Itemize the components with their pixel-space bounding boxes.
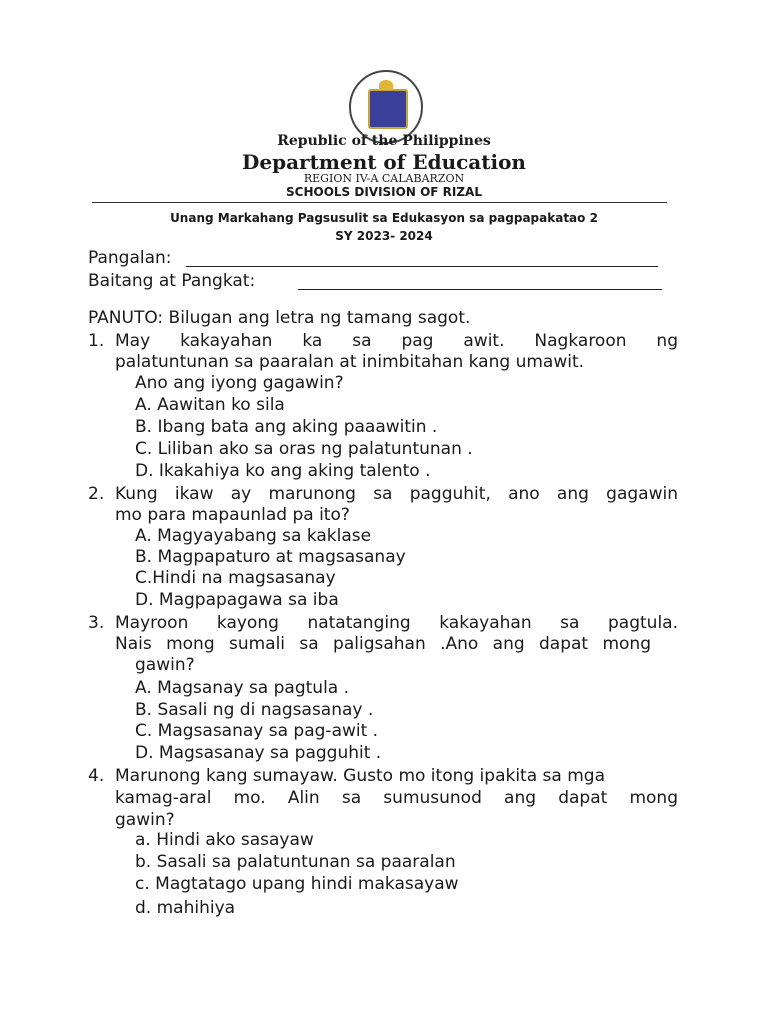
choice[interactable]: a. Hindi ako sasayaw xyxy=(135,830,314,850)
grade-section-field[interactable] xyxy=(298,289,662,290)
question-number: 3. xyxy=(88,613,105,633)
choice[interactable]: B. Ibang bata ang aking paaawitin . xyxy=(135,417,438,437)
choice[interactable]: B. Magpapaturo at magsasanay xyxy=(135,547,406,567)
choice[interactable]: D. Magsasanay sa pagguhit . xyxy=(135,743,382,763)
question-text: Ano ang iyong gagawin? xyxy=(135,373,344,393)
question-number: 2. xyxy=(88,484,105,504)
choice[interactable]: c. Magtatago upang hindi makasayaw xyxy=(135,874,459,894)
exam-title: Unang Markahang Pagsusulit sa Edukasyon sa pagpapakatao 2 xyxy=(170,211,598,225)
question-text: Nais mong sumali sa paligsahan .Ano ang dapat mong xyxy=(115,634,651,654)
question-text: gawin? xyxy=(135,655,195,675)
choice[interactable]: A. Magsanay sa pagtula . xyxy=(135,678,350,698)
choice[interactable]: C.Hindi na magsasanay xyxy=(135,568,336,588)
division-heading: SCHOOLS DIVISION OF RIZAL xyxy=(286,185,482,199)
choice[interactable]: A. Aawitan ko sila xyxy=(135,395,285,415)
name-field[interactable] xyxy=(186,266,658,267)
choice[interactable]: d. mahihiya xyxy=(135,898,236,918)
choice[interactable]: C. Liliban ako sa oras ng palatuntunan . xyxy=(135,439,473,459)
choice[interactable]: D. Ikakahiya ko ang aking talento . xyxy=(135,461,431,481)
choice[interactable]: B. Sasali ng di nagsasanay . xyxy=(135,700,374,720)
name-label: Pangalan: xyxy=(88,248,172,268)
grade-section-label: Baitang at Pangkat: xyxy=(88,271,256,291)
republic-heading: Republic of the Philippines xyxy=(277,133,491,149)
region-heading: REGION IV-A CALABARZON xyxy=(303,172,465,185)
question-number: 1. xyxy=(88,331,105,351)
question-text: gawin? xyxy=(115,810,175,830)
question-number: 4. xyxy=(88,766,105,786)
department-heading: Department of Education xyxy=(242,150,526,174)
choice[interactable]: b. Sasali sa palatuntunan sa paaralan xyxy=(135,852,456,872)
choice[interactable]: C. Magsasanay sa pag-awit . xyxy=(135,721,379,741)
question-text: palatuntunan sa paaralan at inimbitahan kang umawit. xyxy=(115,352,585,372)
choice[interactable]: A. Magyayabang sa kaklase xyxy=(135,526,372,546)
question-text: May kakayahan ka sa pag awit. Nagkaroon ng xyxy=(115,331,678,351)
question-text: mo para mapaunlad pa ito? xyxy=(115,505,350,525)
header-divider xyxy=(92,202,667,203)
question-text: Mayroon kayong natatanging kakayahan sa pagtula. xyxy=(115,613,678,633)
school-year: SY 2023- 2024 xyxy=(335,229,433,243)
question-text: Marunong kang sumayaw. Gusto mo itong ipakita sa mga xyxy=(115,766,605,786)
question-text: Kung ikaw ay marunong sa pagguhit, ano ang gagawin xyxy=(115,484,678,504)
question-text: kamag-aral mo. Alin sa sumusunod ang dapat mong xyxy=(115,788,678,808)
instructions: PANUTO: Bilugan ang letra ng tamang sagot. xyxy=(88,308,471,328)
choice[interactable]: D. Magpapagawa sa iba xyxy=(135,590,339,610)
